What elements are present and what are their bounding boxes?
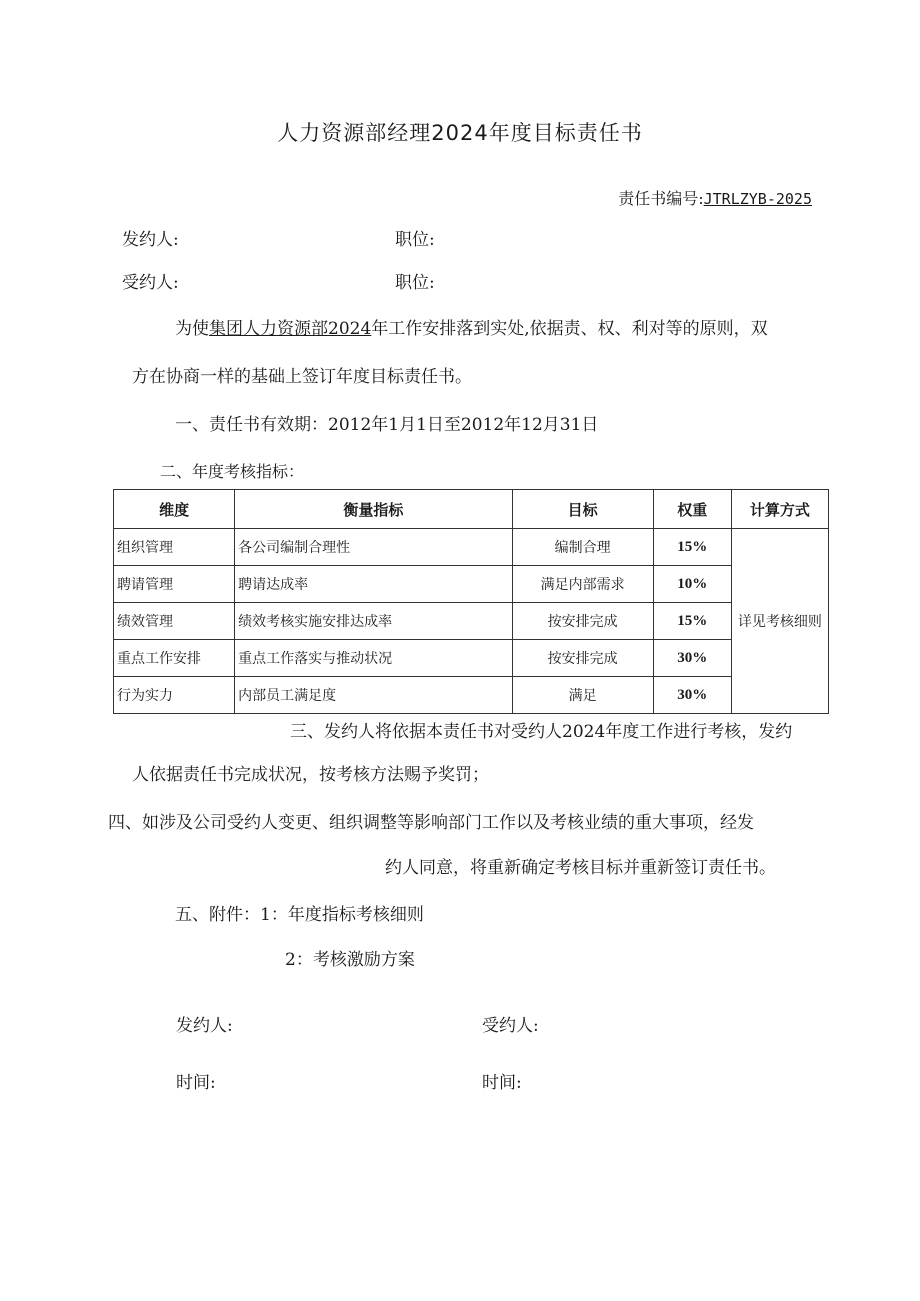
table-row: [114, 640, 829, 677]
cell-dimension: 聘请管理: [114, 566, 235, 603]
intro-suffix: 年工作安排落到实处,依据责、权、利对等的原则，双: [371, 319, 768, 339]
table-header-row: [114, 490, 829, 529]
signature-party-a: 发约人:: [176, 1016, 233, 1036]
header-metric: 衡量指标: [235, 490, 512, 529]
signature-party-b: 受约人:: [482, 1016, 539, 1036]
cell-target: 编制合理: [512, 529, 653, 566]
section-4-line-1: 四、如涉及公司受约人变更、组织调整等影响部门工作以及考核业绩的重大事项，经发: [108, 813, 754, 833]
doc-number-label: 责任书编号:: [618, 189, 704, 208]
signature-time-b: 时间:: [482, 1073, 522, 1093]
table-row: [114, 566, 829, 603]
section-5-line-2: 2：考核激励方案: [285, 950, 415, 970]
kpi-table: [113, 489, 829, 714]
header-weight: 权重: [653, 490, 731, 529]
intro-line-1: [175, 310, 768, 348]
page-title: 人力资源部经理2024年度目标责任书: [277, 121, 643, 145]
cell-metric: 各公司编制合理性: [235, 529, 512, 566]
party-a-position-label: 职位:: [395, 230, 435, 250]
cell-calc-method: 详见考核细则: [731, 529, 828, 714]
section-3-line-2: 人依据责任书完成状况，按考核方法赐予奖罚；: [132, 765, 489, 785]
section-5-line-1: 五、附件：1：年度指标考核细则: [175, 905, 424, 925]
signature-time-a: 时间:: [176, 1073, 216, 1093]
header-dimension: 维度: [114, 490, 235, 529]
table-row: [114, 603, 829, 640]
cell-weight: 15%: [653, 603, 731, 640]
section-1: 一、责任书有效期：2012年1月1日至2012年12月31日: [175, 415, 599, 435]
cell-target: 按安排完成: [512, 603, 653, 640]
cell-weight: 30%: [653, 677, 731, 714]
cell-dimension: 绩效管理: [114, 603, 235, 640]
cell-metric: 内部员工满足度: [235, 677, 512, 714]
cell-weight: 30%: [653, 640, 731, 677]
cell-weight: 10%: [653, 566, 731, 603]
doc-number-code: JTRLZYB-2025: [703, 190, 812, 208]
section-2: 二、年度考核指标：: [160, 462, 305, 481]
party-b-label: 受约人:: [122, 273, 179, 293]
cell-metric: 绩效考核实施安排达成率: [235, 603, 512, 640]
header-target: 目标: [512, 490, 653, 529]
doc-number: [618, 186, 812, 209]
cell-dimension: 组织管理: [114, 529, 235, 566]
section-3-line-1: 三、发约人将依据本责任书对受约人2024年度工作进行考核，发约: [290, 722, 793, 742]
table-row: [114, 529, 829, 566]
cell-dimension: 行为实力: [114, 677, 235, 714]
cell-target: 满足: [512, 677, 653, 714]
header-calc-method: 计算方式: [731, 490, 828, 529]
intro-line-2: 方在协商一样的基础上签订年度目标责任书。: [132, 367, 472, 387]
party-a-label: 发约人:: [122, 230, 179, 250]
cell-target: 按安排完成: [512, 640, 653, 677]
cell-target: 满足内部需求: [512, 566, 653, 603]
party-b-position-label: 职位:: [395, 273, 435, 293]
cell-metric: 重点工作落实与推动状况: [235, 640, 512, 677]
cell-weight: 15%: [653, 529, 731, 566]
cell-dimension: 重点工作安排: [114, 640, 235, 677]
intro-underlined: 集团人力资源部2024: [209, 319, 372, 339]
cell-metric: 聘请达成率: [235, 566, 512, 603]
section-4-line-2: 约人同意，将重新确定考核目标并重新签订责任书。: [385, 858, 776, 878]
intro-prefix: 为使: [175, 319, 209, 339]
table-row: [114, 677, 829, 714]
